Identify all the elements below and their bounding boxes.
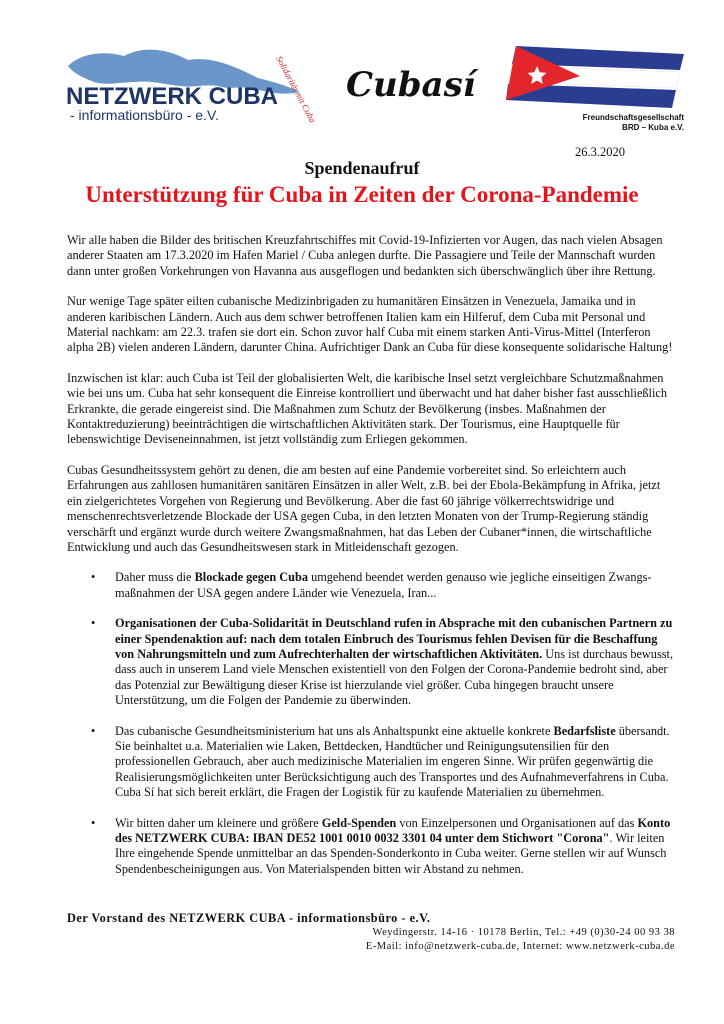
paragraph: Inzwischen ist klar: auch Cuba ist Teil der globalisierten Welt, die karibische Insel setzt vergleichbare Schutzmaßnahmen wie bei uns um. Cuba hat sehr konsequent die Einreise kontrolliert und überwacht und hat daher bisher fast ausschließlich Erkrankte, die gerade eingereist sind. Die Maßnahmen zum Schutz der Bevölkerung (insbes. Maßnahmen der Kontaktreduzierung) beeinträchtigen die wirtschaftlichen Aktivitäten stark. Der Tourismus, eine Hauptquelle für lebenswichtige Deviseneinnahmen, ist jetzt vollständig zum Erliegen gekommen.	[67, 370, 667, 447]
bullet-text: umgehend beendet werden genauso wie jegliche einseitigen Zwangs-maßnahmen der USA gegen andere Länder wie Venezuela, Iran...	[115, 570, 652, 600]
footer-signature: Der Vorstand des NETZWERK CUBA - informationsbüro - e.V.	[67, 911, 431, 925]
document-headline: Unterstützung für Cuba in Zeiten der Corona-Pandemie	[85, 182, 639, 207]
bullet-text: Daher muss die	[115, 570, 195, 585]
paragraph: Cubas Gesundheitssystem gehört zu denen, die am besten auf eine Pandemie vorbereitet sind. So erleichtern auch Erfahrungen aus zahllosen humanitären sanitären Einsätzen in aller Welt, z.B. bei der Ebola-Bekämpfung in Afrika, jetzt ein zielgerichtetes Vorgehen von Regierung und Bevölkerung. Aber die fast 60 jährige völkerrechtswidrige und menschenrechtsverletzende Blockade der USA gegen Cuba, in den letzten Monaten von der Trump-Regierung ständig verschärft und ergänzt wurde durch weitere Zwangsmaßnahmen, hat das Leben der Cubaner*innen, die wirtschaftliche Entwicklung und auch das Gesundheitswesen stark in Mitleidenschaft gezogen.	[67, 462, 661, 554]
bullet-item	[67, 570, 675, 601]
bullet-text: übersandt. Sie beinhaltet u.a. Materialien wie Laken, Bettdecken, Handtücher und Reinigungsutensilien für den professionellen Gebrauch, aber auch medizinische Materialien im engeren Sinne. Wir prüfen gegenwärtig die Realisierungsmöglichkeiten unter Berücksichtigung auch des Transportes und des Aufnahmeverfahrens in Cuba. Cuba Sí hat sich bereit erklärt, die Fragen der Logistik für zu kaufende Materialien zu übernehmen.	[115, 723, 670, 800]
document-kicker: Spendenaufruf	[304, 158, 420, 178]
bullet-text: Uns ist durchaus bewusst, dass auch in unserem Land viele Menschen existentiell von den Folgen der Corona-Pandemie bedroht sind, aber das Potenzial zur Bewältigung dieser Krise ist hierzulande viel größer. Cuba hingegen braucht unsere Unterstützung, um die Folgen der Pandemie zu überwinden.	[115, 646, 674, 708]
fg-caption-line2: BRD – Kuba e.V.	[622, 122, 684, 132]
cuba-flag-icon	[504, 42, 684, 114]
document-footer	[67, 911, 675, 954]
appeal-bullet-list	[67, 570, 675, 877]
paragraph: Wir alle haben die Bilder des britischen Kreuzfahrtschiffes mit Covid-19-Infizierten vor Augen, das nach vielen Absagen anderer Staaten am 17.3.2020 im Hafen Mariel / Cuba anlegen durfte. Die Passagiere und Teile der Mannschaft wurden dann unter großen Vorkehrungen von Havanna aus ausgeflogen und bedankten sich überschwänglich über ihre Rettung.	[67, 233, 663, 278]
document-date: 26.3.2020	[575, 145, 625, 159]
cubasi-wordmark: Cubasí	[346, 65, 476, 105]
netzwerk-cuba-logo	[62, 40, 318, 128]
bullet-text: von Einzelpersonen und Organisationen auf das	[396, 815, 638, 830]
solidaritaet-ribbon: Solidarität mit Cuba	[274, 54, 318, 125]
bullet-text: Wir bitten daher um kleinere und größere	[115, 815, 322, 830]
freundschaftsgesellschaft-logo	[504, 42, 684, 132]
document-body	[67, 233, 675, 892]
netzwerk-cuba-subline: - informationsbüro - e.V.	[70, 107, 219, 123]
bullet-bold-text: Blockade gegen Cuba	[194, 570, 308, 585]
bullet-text: . Wir leiten Ihre eingehende Spende unmittelbar an das Spenden-Sonderkonto in Cuba weiter. Gerne stellen wir auf Wunsch Spendenbescheinigungen aus. Von Materialspenden bitten wir Abstand zu nehmen.	[115, 831, 667, 876]
bullet-bold-text: Organisationen der Cuba-Solidarität in Deutschland rufen in Absprache mit den cubanischen Partnern zu einer Spendenaktion auf: nach dem totalen Einbruch des Tourismus fehlen Devisen für die Beschaffung von Nahrungsmitteln und zum Aufrechterhalten der wirtschaftlichen Aktivitäten.	[115, 616, 673, 661]
bullet-text: Das cubanische Gesundheitsministerium hat uns als Anhaltspunkt eine aktuelle konkrete	[115, 723, 554, 738]
cubasi-logo	[344, 60, 476, 108]
bullet-item	[67, 724, 675, 801]
bullet-bold-text: Geld-Spenden	[321, 815, 397, 830]
paragraph: Nur wenige Tage später eilten cubanische Medizinbrigaden zu humanitären Einsätzen in Venezuela, Jamaika und in anderen karibischen Ländern. Auch aus dem schwer betroffenen Italien kam ein Hilferuf, dem Cuba mit Personal und Material nachkam: am 22.3. trafen sie dort ein. Schon zuvor half Cuba mit einem starken Anti-Virus-Mittel (Interferon alpha 2B) vielen anderen Ländern, darunter China. Aufrichtiger Dank an Cuba für diese konsequente solidarische Haltung!	[67, 294, 673, 355]
fg-caption-line1: Freundschaftsgesellschaft	[582, 113, 684, 122]
footer-address: Weydingerstr. 14-16 · 10178 Berlin, Tel.: +49 (0)30-24 00 93 38	[372, 927, 675, 938]
bullet-item	[67, 616, 675, 708]
bullet-bold-text: Bedarfsliste	[553, 723, 616, 738]
bank-account-text: Konto des NETZWERK CUBA: IBAN DE52 1001 0010 0032 3301 04 unter dem Stichwort "Corona"	[115, 815, 671, 845]
bullet-item	[67, 816, 675, 878]
footer-contact: E-Mail: info@netzwerk-cuba.de, Internet: www.netzwerk-cuba.de	[365, 941, 675, 952]
netzwerk-cuba-wordmark: NETZWERK CUBA	[66, 83, 278, 110]
